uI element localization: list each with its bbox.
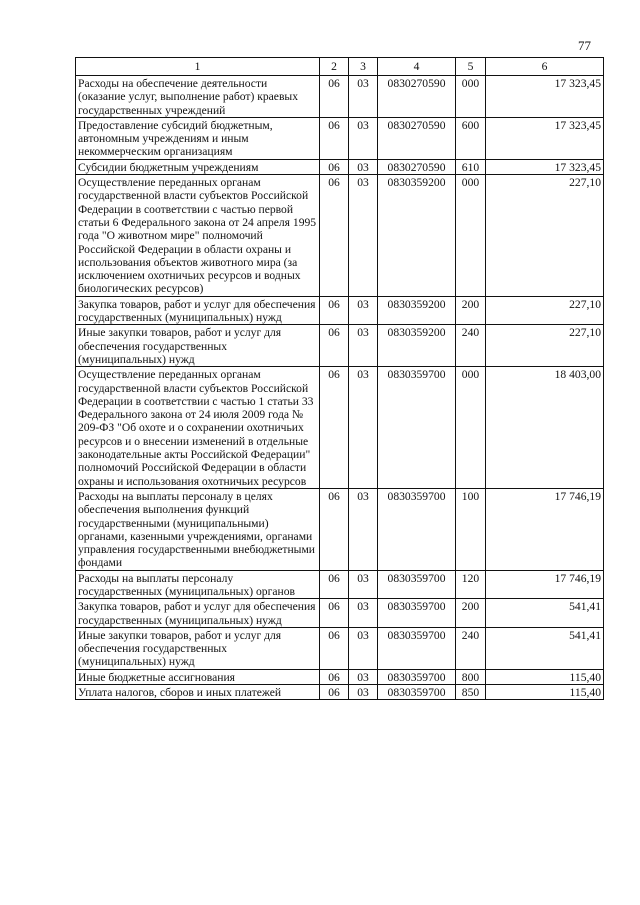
row-expense-type: 850 bbox=[456, 685, 486, 700]
header-cell-section: 2 bbox=[320, 58, 349, 76]
row-section: 06 bbox=[320, 599, 349, 628]
row-subsection: 03 bbox=[349, 599, 378, 628]
row-subsection: 03 bbox=[349, 627, 378, 669]
row-amount: 115,40 bbox=[486, 685, 604, 700]
row-subsection: 03 bbox=[349, 117, 378, 159]
row-section: 06 bbox=[320, 175, 349, 297]
row-amount: 541,41 bbox=[486, 627, 604, 669]
table-row bbox=[76, 488, 604, 570]
row-subsection: 03 bbox=[349, 76, 378, 118]
row-amount: 227,10 bbox=[486, 175, 604, 297]
budget-table bbox=[75, 57, 604, 700]
row-subsection: 03 bbox=[349, 159, 378, 174]
header-cell-expense-type: 5 bbox=[456, 58, 486, 76]
row-name: Осуществление переданных органам государственной власти субъектов Российской Федерации в соответствии с частью первой статьи 6 Федерального закона от 24 апреля 1995 года "О животном мире" полномочий Российской Федерации в области охраны и использования объектов животного мира (за исключением охотничьих ресурсов и водных биологических ресурсов) bbox=[76, 175, 320, 297]
row-section: 06 bbox=[320, 76, 349, 118]
row-name: Осуществление переданных органам государственной власти субъектов Российской Федерации в соответствии с частью 1 статьи 33 Федерального закона от 24 июля 2009 года № 209-ФЗ "Об охоте и о сохранении охотничьих ресурсов и о внесении изменений в отдельные законодательные акты Российской Федерации" полномочий Российской Федерации в области охраны и использования охотничьих ресурсов bbox=[76, 367, 320, 489]
row-target-article: 0830359200 bbox=[378, 325, 456, 367]
row-amount: 17 323,45 bbox=[486, 76, 604, 118]
table-row bbox=[76, 296, 604, 325]
header-cell-target-article: 4 bbox=[378, 58, 456, 76]
table-row bbox=[76, 175, 604, 297]
row-section: 06 bbox=[320, 367, 349, 489]
row-amount: 17 323,45 bbox=[486, 159, 604, 174]
row-target-article: 0830359700 bbox=[378, 627, 456, 669]
table-row bbox=[76, 685, 604, 700]
row-section: 06 bbox=[320, 570, 349, 599]
row-expense-type: 240 bbox=[456, 325, 486, 367]
row-amount: 17 323,45 bbox=[486, 117, 604, 159]
table-row bbox=[76, 627, 604, 669]
row-name: Расходы на обеспечение деятельности (оказание услуг, выполнение работ) краевых государственных учреждений bbox=[76, 76, 320, 118]
row-subsection: 03 bbox=[349, 570, 378, 599]
row-section: 06 bbox=[320, 685, 349, 700]
header-cell-amount: 6 bbox=[486, 58, 604, 76]
row-subsection: 03 bbox=[349, 685, 378, 700]
row-amount: 115,40 bbox=[486, 669, 604, 684]
row-expense-type: 000 bbox=[456, 175, 486, 297]
row-subsection: 03 bbox=[349, 296, 378, 325]
row-target-article: 0830359700 bbox=[378, 570, 456, 599]
row-expense-type: 200 bbox=[456, 296, 486, 325]
row-subsection: 03 bbox=[349, 325, 378, 367]
row-name: Закупка товаров, работ и услуг для обеспечения государственных (муниципальных) нужд bbox=[76, 296, 320, 325]
row-subsection: 03 bbox=[349, 669, 378, 684]
row-target-article: 0830359700 bbox=[378, 685, 456, 700]
row-expense-type: 000 bbox=[456, 76, 486, 118]
table-row bbox=[76, 570, 604, 599]
row-target-article: 0830270590 bbox=[378, 117, 456, 159]
row-subsection: 03 bbox=[349, 175, 378, 297]
row-name: Предоставление субсидий бюджетным, автономным учреждениям и иным некоммерческим организациям bbox=[76, 117, 320, 159]
header-cell-name: 1 bbox=[76, 58, 320, 76]
row-subsection: 03 bbox=[349, 488, 378, 570]
header-cell-subsection: 3 bbox=[349, 58, 378, 76]
row-target-article: 0830270590 bbox=[378, 159, 456, 174]
row-expense-type: 800 bbox=[456, 669, 486, 684]
row-section: 06 bbox=[320, 296, 349, 325]
row-target-article: 0830359700 bbox=[378, 367, 456, 489]
row-name: Иные закупки товаров, работ и услуг для обеспечения государственных (муниципальных) нужд bbox=[76, 627, 320, 669]
row-target-article: 0830359700 bbox=[378, 599, 456, 628]
table-row bbox=[76, 599, 604, 628]
row-section: 06 bbox=[320, 159, 349, 174]
row-expense-type: 610 bbox=[456, 159, 486, 174]
table-row bbox=[76, 76, 604, 118]
row-target-article: 0830359700 bbox=[378, 488, 456, 570]
row-target-article: 0830270590 bbox=[378, 76, 456, 118]
row-expense-type: 000 bbox=[456, 367, 486, 489]
table-row bbox=[76, 159, 604, 174]
row-section: 06 bbox=[320, 488, 349, 570]
row-name: Расходы на выплаты персоналу в целях обеспечения выполнения функций государственными (муниципальными) органами, казенными учреждениями, органами управления государственными внебюджетными фондами bbox=[76, 488, 320, 570]
row-amount: 17 746,19 bbox=[486, 570, 604, 599]
row-expense-type: 120 bbox=[456, 570, 486, 599]
table-row bbox=[76, 367, 604, 489]
page-number: 77 bbox=[578, 38, 591, 53]
row-amount: 227,10 bbox=[486, 296, 604, 325]
row-name: Расходы на выплаты персоналу государственных (муниципальных) органов bbox=[76, 570, 320, 599]
row-amount: 541,41 bbox=[486, 599, 604, 628]
header-row bbox=[76, 58, 604, 76]
row-amount: 227,10 bbox=[486, 325, 604, 367]
row-name: Закупка товаров, работ и услуг для обеспечения государственных (муниципальных) нужд bbox=[76, 599, 320, 628]
row-section: 06 bbox=[320, 627, 349, 669]
row-section: 06 bbox=[320, 117, 349, 159]
row-expense-type: 240 bbox=[456, 627, 486, 669]
row-name: Субсидии бюджетным учреждениям bbox=[76, 159, 320, 174]
row-amount: 17 746,19 bbox=[486, 488, 604, 570]
row-section: 06 bbox=[320, 325, 349, 367]
row-name: Уплата налогов, сборов и иных платежей bbox=[76, 685, 320, 700]
table-row bbox=[76, 325, 604, 367]
row-expense-type: 100 bbox=[456, 488, 486, 570]
table-row bbox=[76, 669, 604, 684]
row-name: Иные закупки товаров, работ и услуг для обеспечения государственных (муниципальных) нужд bbox=[76, 325, 320, 367]
table-row bbox=[76, 117, 604, 159]
row-target-article: 0830359200 bbox=[378, 296, 456, 325]
row-target-article: 0830359200 bbox=[378, 175, 456, 297]
row-section: 06 bbox=[320, 669, 349, 684]
row-amount: 18 403,00 bbox=[486, 367, 604, 489]
row-expense-type: 200 bbox=[456, 599, 486, 628]
row-name: Иные бюджетные ассигнования bbox=[76, 669, 320, 684]
row-expense-type: 600 bbox=[456, 117, 486, 159]
row-target-article: 0830359700 bbox=[378, 669, 456, 684]
row-subsection: 03 bbox=[349, 367, 378, 489]
